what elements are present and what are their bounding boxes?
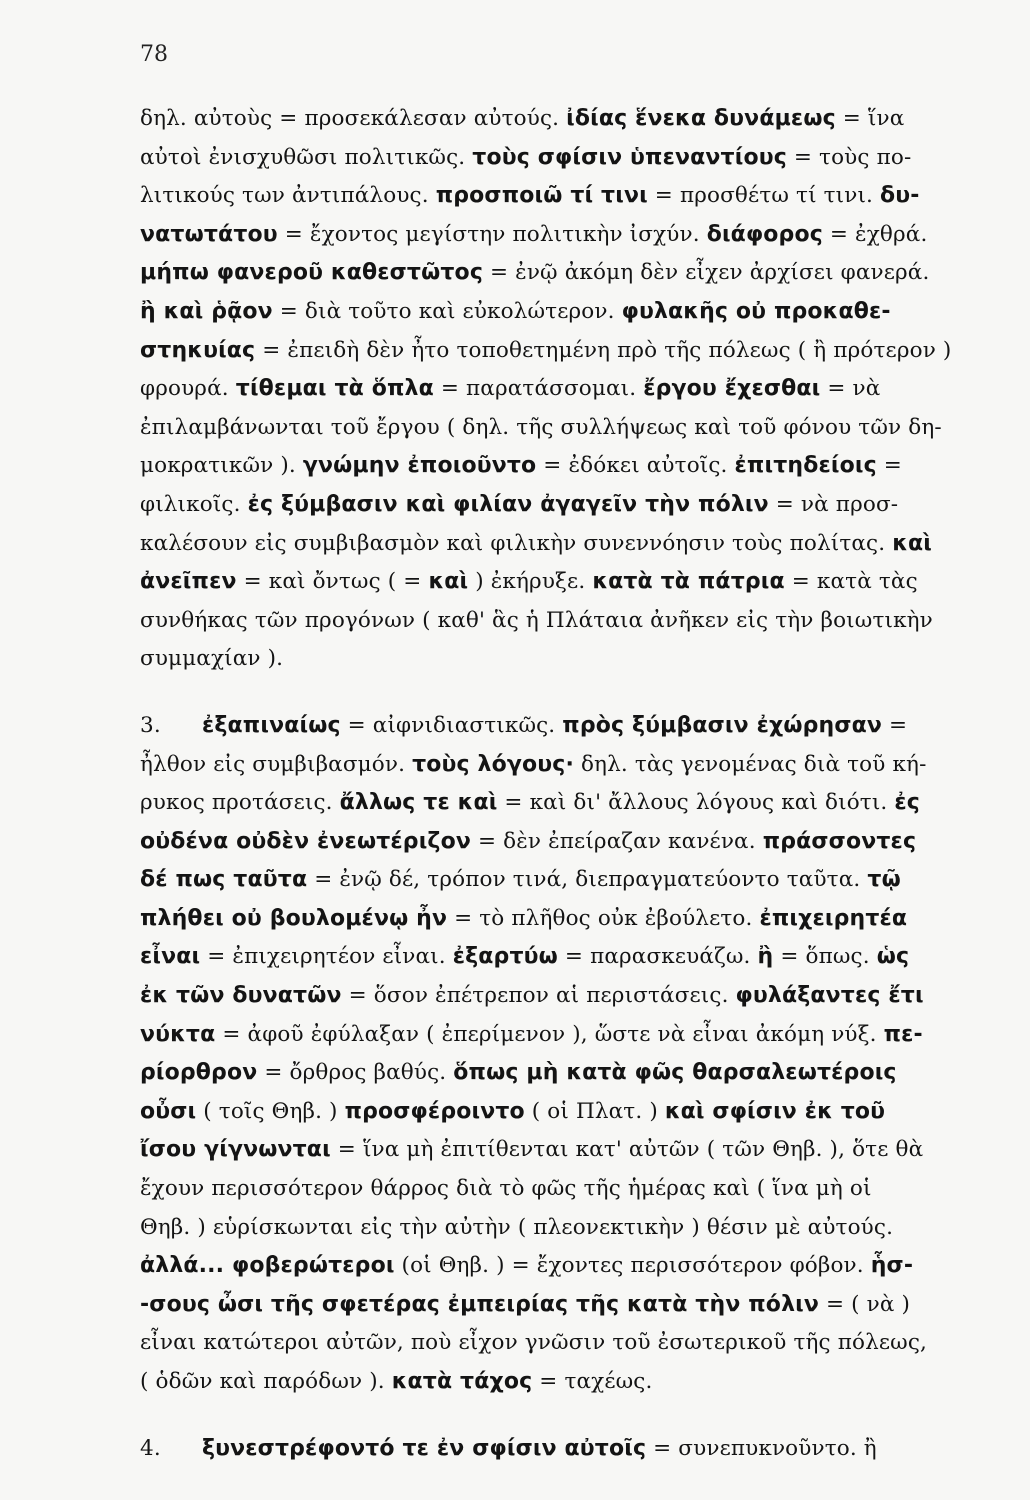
commentary-text bbox=[140, 100, 1000, 1468]
lemma: ἧσ- bbox=[870, 1253, 914, 1279]
lemma: εἶναι bbox=[140, 944, 201, 970]
lemma: κατὰ τὰ πάτρια bbox=[592, 569, 785, 595]
text-line bbox=[140, 563, 1000, 602]
lemma: ἢ bbox=[757, 944, 774, 970]
text-line bbox=[140, 447, 1000, 486]
lemma: ἐς ξύμβασιν καὶ φιλίαν ἀγαγεῖν τὴν πόλιν bbox=[247, 491, 769, 517]
lemma: πλήθει οὐ βουλομένῳ ἦν bbox=[140, 905, 448, 931]
gloss: ( οἱ Πλατ. ) bbox=[524, 1098, 665, 1124]
lemma: καὶ bbox=[892, 530, 932, 556]
gloss: καλέσουν εἰς συμβιβασμὸν καὶ φιλικὴν συνεννόησιν τοὺς πολίτας. bbox=[140, 530, 893, 556]
gloss: δηλ. τὰς γενομένας διὰ τοῦ κή- bbox=[573, 751, 927, 777]
gloss: (οἱ Θηβ. ) = ἔχοντες περισσότερον φόβον. bbox=[394, 1253, 871, 1279]
lemma: καὶ σφίσιν ἐκ τοῦ bbox=[664, 1098, 886, 1124]
text-line bbox=[140, 1093, 1000, 1132]
gloss: = bbox=[882, 712, 908, 738]
gloss: = νὰ προσ- bbox=[768, 491, 899, 517]
lemma: τοὺς λόγους· bbox=[412, 751, 574, 777]
lemma: προσφέροιντο bbox=[344, 1098, 525, 1124]
text-line bbox=[140, 707, 1000, 746]
lemma: ὅπως μὴ κατὰ φῶς θαρσαλεωτέροις bbox=[453, 1060, 897, 1086]
gloss: = bbox=[876, 453, 902, 479]
paragraph-gap bbox=[140, 1402, 1000, 1430]
gloss: ἦλθον εἰς συμβιβασμόν. bbox=[140, 751, 413, 777]
lemma: φυλακῆς οὐ προκαθε- bbox=[621, 298, 891, 324]
lemma: φυλάξαντες ἔτι bbox=[735, 983, 924, 1009]
lemma: ἐξαρτύω bbox=[452, 944, 558, 970]
gloss: φιλικοῖς. bbox=[140, 491, 248, 517]
gloss: = αἰφνιδιαστικῶς. bbox=[340, 712, 563, 738]
gloss: ( τοῖς Θηβ. ) bbox=[196, 1098, 345, 1124]
lemma: οὐδένα οὐδὲν ἐνεωτέριζον bbox=[140, 828, 471, 854]
lemma: ἀνεῖπεν bbox=[140, 569, 237, 595]
lemma: δέ πως ταῦτα bbox=[140, 867, 308, 893]
lemma: μήπω φανεροῦ καθεστῶτος bbox=[140, 260, 484, 286]
text-line bbox=[140, 370, 1000, 409]
lemma: ἰδίας ἕνεκα δυνάμεως bbox=[566, 106, 836, 131]
text-line bbox=[140, 746, 1000, 785]
text-line bbox=[140, 139, 1000, 178]
gloss: = ἵνα bbox=[835, 106, 905, 131]
text-line bbox=[140, 640, 1000, 679]
text-line bbox=[140, 486, 1000, 525]
gloss: δηλ. αὐτοὺς = προσεκάλεσαν αὐτούς. bbox=[140, 106, 567, 131]
gloss: = παρατάσσομαι. bbox=[433, 376, 644, 402]
lemma: νατωτάτου bbox=[140, 221, 278, 247]
gloss: = ἐνῷ ἀκόμη δὲν εἶχεν ἀρχίσει φανερά. bbox=[483, 260, 930, 286]
gloss: = ἔχοντος μεγίστην πολιτικὴν ἰσχύν. bbox=[277, 221, 707, 247]
lemma: τῷ bbox=[867, 867, 901, 893]
gloss: λιτικούς των ἀντιπάλους. bbox=[140, 183, 436, 209]
gloss: ἔχουν περισσότερον θάρρος διὰ τὸ φῶς τῆς ἡμέρας καὶ ( ἵνα μὴ οἱ bbox=[140, 1176, 872, 1202]
text-line bbox=[140, 1170, 1000, 1209]
gloss: ) ἐκήρυξε. bbox=[468, 569, 593, 595]
lemma: στηκυίας bbox=[140, 337, 256, 363]
paragraph-gap bbox=[140, 679, 1000, 707]
gloss: ρυκος προτάσεις. bbox=[140, 790, 340, 816]
text-line bbox=[140, 1247, 1000, 1286]
gloss: = καὶ ὄντως ( = bbox=[236, 569, 429, 595]
text-line bbox=[140, 100, 1000, 139]
text-line bbox=[140, 900, 1000, 939]
gloss: = νὰ bbox=[820, 376, 881, 402]
lemma: ἐπιχειρητέα bbox=[759, 905, 908, 931]
lemma: ἄλλως τε καὶ bbox=[339, 790, 498, 816]
gloss: φρουρά. bbox=[140, 376, 236, 402]
text-line bbox=[140, 784, 1000, 823]
gloss: = τοὺς πο- bbox=[786, 144, 912, 170]
lemma: οὖσι bbox=[140, 1098, 197, 1124]
gloss: = καὶ δι' ἄλλους λόγους καὶ διότι. bbox=[497, 790, 895, 816]
gloss: μοκρατικῶν ). bbox=[140, 453, 303, 479]
gloss: = ἐπιχειρητέον εἶναι. bbox=[200, 944, 453, 970]
lemma: ὡς bbox=[876, 944, 910, 970]
lemma: τοὺς σφίσιν ὑπεναντίους bbox=[472, 144, 787, 170]
gloss: = συνεπυκνοῦντο. ἢ bbox=[646, 1435, 877, 1461]
lemma: νύκτα bbox=[140, 1021, 216, 1047]
gloss: συμμαχίαν ). bbox=[140, 646, 284, 672]
lemma: ἢ καὶ ῥᾷον bbox=[140, 298, 273, 324]
lemma: -σους ὦσι τῆς σφετέρας ἐμπειρίας τῆς κατὰ τὴν πόλιν bbox=[140, 1291, 820, 1317]
text-line bbox=[140, 1209, 1000, 1248]
lemma: τίθεμαι τὰ ὅπλα bbox=[235, 376, 434, 402]
gloss: Θηβ. ) εὑρίσκωνται εἰς τὴν αὐτὴν ( πλεονεκτικὴν ) θέσιν μὲ αὐτούς. bbox=[140, 1214, 894, 1240]
lemma: ἐς bbox=[894, 790, 920, 816]
gloss: ( ὁδῶν καὶ παρόδων ). bbox=[140, 1369, 392, 1394]
lemma: δυ- bbox=[880, 183, 920, 209]
lemma: ἐκ τῶν δυνατῶν bbox=[140, 983, 342, 1009]
lemma: ρίορθρον bbox=[140, 1060, 258, 1086]
text-line bbox=[140, 1054, 1000, 1093]
gloss: = ταχέως. bbox=[532, 1369, 653, 1394]
gloss: = ὅσον ἐπέτρεπον αἱ περιστάσεις. bbox=[341, 983, 736, 1009]
section-number: 3. bbox=[140, 712, 161, 738]
gloss: = προσθέτω τί τινι. bbox=[647, 183, 881, 209]
section-number: 4. bbox=[140, 1435, 161, 1461]
gloss: = κατὰ τὰς bbox=[784, 569, 918, 595]
text-line bbox=[140, 254, 1000, 293]
gloss: = ἐχθρά. bbox=[822, 221, 928, 247]
text-line bbox=[140, 861, 1000, 900]
page-number: 78 bbox=[140, 42, 168, 67]
lemma: προσποιῶ τί τινι bbox=[435, 183, 648, 209]
gloss: = ( νὰ ) bbox=[819, 1291, 911, 1317]
text-line bbox=[140, 293, 1000, 332]
gloss: αὐτοὶ ἐνισχυθῶσι πολιτικῶς. bbox=[140, 144, 473, 170]
text-line bbox=[140, 1286, 1000, 1325]
text-line bbox=[140, 409, 1000, 448]
text-line bbox=[140, 1430, 1000, 1469]
gloss: = διὰ τοῦτο καὶ εὐκολώτερον. bbox=[272, 298, 622, 324]
gloss: = ἐδόκει αὐτοῖς. bbox=[536, 453, 735, 479]
lemma: γνώμην ἐποιοῦντο bbox=[302, 453, 537, 479]
gloss: = δὲν ἐπείραζαν κανένα. bbox=[470, 828, 763, 854]
lemma: ἔργου ἔχεσθαι bbox=[643, 376, 821, 402]
gloss: εἶναι κατώτεροι αὐτῶν, ποὺ εἶχον γνῶσιν τοῦ ἐσωτερικοῦ τῆς πόλεως, bbox=[140, 1330, 927, 1356]
lemma: πράσσοντες bbox=[762, 828, 917, 854]
gloss: συνθήκας τῶν προγόνων ( καθ' ἃς ἡ Πλάταια ἀνῆκεν εἰς τὴν βοιωτικὴν bbox=[140, 607, 933, 633]
text-line bbox=[140, 823, 1000, 862]
gloss: = τὸ πλῆθος οὐκ ἐβούλετο. bbox=[447, 905, 760, 931]
text-line bbox=[140, 938, 1000, 977]
gloss: = ἐπειδὴ δὲν ἦτο τοποθετημένη πρὸ τῆς πόλεως ( ἢ πρότερον ) bbox=[255, 337, 952, 363]
gloss: = παρασκευάζω. bbox=[557, 944, 758, 970]
text-line bbox=[140, 1131, 1000, 1170]
text-line bbox=[140, 1016, 1000, 1055]
gloss: ἐπιλαμβάνωνται τοῦ ἔργου ( δηλ. τῆς συλλήψεως καὶ τοῦ φόνου τῶν δη- bbox=[140, 414, 942, 440]
text-line bbox=[140, 602, 1000, 641]
text-line bbox=[140, 1324, 1000, 1363]
lemma: ἐπιτηδείοις bbox=[734, 453, 877, 479]
lemma: διάφορος bbox=[706, 221, 823, 247]
gloss: = ὄρθρος βαθύς. bbox=[257, 1060, 454, 1086]
text-line bbox=[140, 216, 1000, 255]
text-line bbox=[140, 177, 1000, 216]
lemma: πρὸς ξύμβασιν ἐχώρησαν bbox=[562, 712, 883, 738]
text-line bbox=[140, 525, 1000, 564]
text-line bbox=[140, 332, 1000, 371]
lemma: ἴσου γίγνωνται bbox=[140, 1137, 331, 1163]
gloss: = ὅπως. bbox=[773, 944, 877, 970]
lemma: ξυνεστρέφοντό τε ἐν σφίσιν αὐτοῖς bbox=[202, 1435, 647, 1461]
gloss: = ἐνῷ δέ, τρόπον τινά, διεπραγματεύοντο ταῦτα. bbox=[307, 867, 868, 893]
lemma: ἐξαπιναίως bbox=[202, 712, 341, 738]
lemma: κατὰ τάχος bbox=[391, 1369, 533, 1394]
gloss: = ἀφοῦ ἐφύλαξαν ( ἐπερίμενον ), ὥστε νὰ εἶναι ἀκόμη νύξ. bbox=[215, 1021, 884, 1047]
text-line bbox=[140, 977, 1000, 1016]
lemma: καὶ bbox=[428, 569, 469, 595]
text-line bbox=[140, 1363, 1000, 1402]
lemma: πε- bbox=[883, 1021, 923, 1047]
lemma: ἀλλά... φοβερώτεροι bbox=[140, 1253, 395, 1279]
gloss: = ἵνα μὴ ἐπιτίθενται κατ' αὐτῶν ( τῶν Θηβ. ), ὅτε θὰ bbox=[330, 1137, 924, 1163]
